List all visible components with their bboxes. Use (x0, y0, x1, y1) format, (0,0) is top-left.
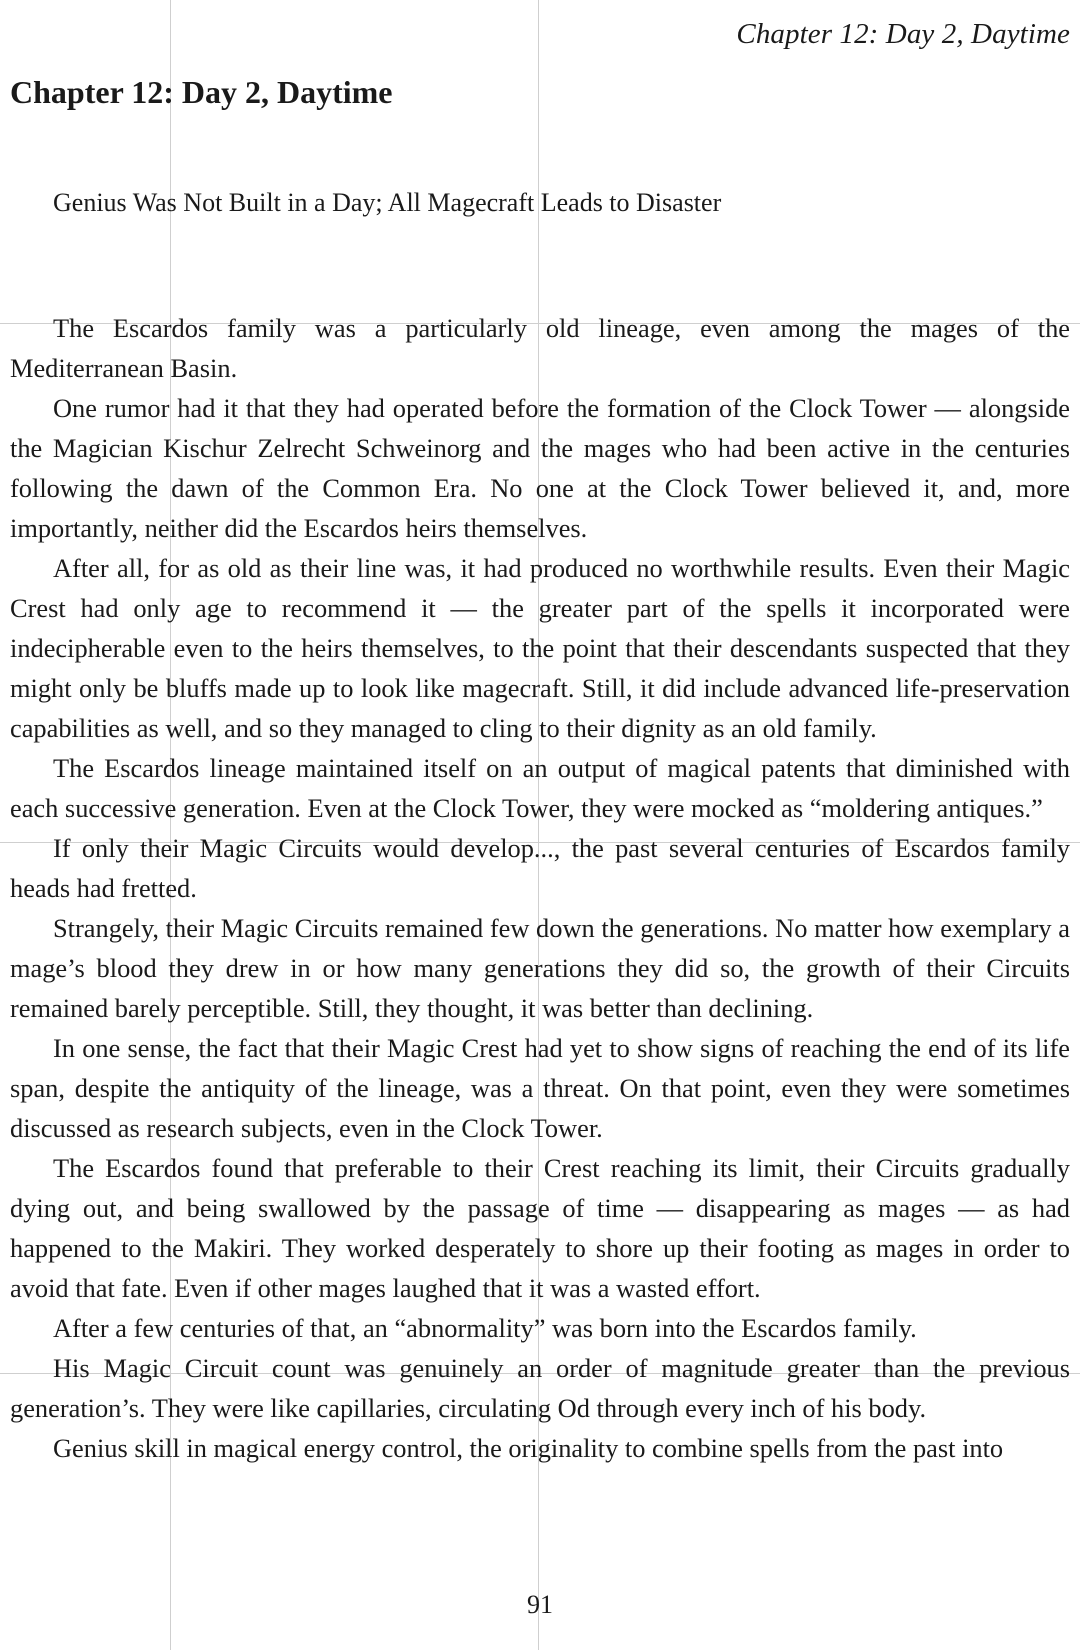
chapter-subtitle: Genius Was Not Built in a Day; All Magecraft Leads to Disaster (53, 188, 722, 217)
paragraph: After a few centuries of that, an “abnormality” was born into the Escardos family. (53, 1313, 917, 1343)
chapter-title: Chapter 12: Day 2, Daytime (10, 74, 393, 110)
paragraph: One rumor had it that they had operated before the formation of the Clock Tower — alongside the Magician Kischur Zelrecht Schweinorg and the mages who had been active in the centuries following the dawn of the Common Era. No one at the Clock Tower believed it, and, more importantly, neither did the Escardos heirs themselves. (10, 393, 1070, 543)
paragraph: The Escardos family was a particularly old lineage, even among the mages of the Mediterranean Basin. (10, 313, 1070, 383)
running-header: Chapter 12: Day 2, Daytime (736, 18, 1070, 50)
body-text (10, 308, 1070, 1468)
page-number: 91 (527, 1590, 553, 1619)
paragraph: In one sense, the fact that their Magic Crest had yet to show signs of reaching the end of its life span, despite the antiquity of the lineage, was a threat. On that point, even they were sometimes discussed as research subjects, even in the Clock Tower. (10, 1033, 1070, 1143)
paragraph: If only their Magic Circuits would develop..., the past several centuries of Escardos family heads had fretted. (10, 833, 1070, 903)
paragraph: Strangely, their Magic Circuits remained few down the generations. No matter how exemplary a mage’s blood they drew in or how many generations they did so, the growth of their Circuits remained barely perceptible. Still, they thought, it was better than declining. (10, 913, 1070, 1023)
paragraph: The Escardos found that preferable to their Crest reaching its limit, their Circuits gradually dying out, and being swallowed by the passage of time — disappearing as mages — as had happened to the Makiri. They worked desperately to shore up their footing as mages in order to avoid that fate. Even if other mages laughed that it was a wasted effort. (10, 1153, 1070, 1303)
paragraph: Genius skill in magical energy control, the originality to combine spells from the past into (53, 1433, 1004, 1463)
paragraph: After all, for as old as their line was, it had produced no worthwhile results. Even their Magic Crest had only age to recommend it — the greater part of the spells it incorporated were indecipherable even to the heirs themselves, to the point that their descendants suspected that they might only be bluffs made up to look like magecraft. Still, it did include advanced life-preservation capabilities as well, and so they managed to cling to their dignity as an old family. (10, 553, 1070, 743)
paragraph: The Escardos lineage maintained itself on an output of magical patents that diminished with each successive generation. Even at the Clock Tower, they were mocked as “moldering antiques.” (10, 753, 1070, 823)
paragraph: His Magic Circuit count was genuinely an order of magnitude greater than the previous generation’s. They were like capillaries, circulating Od through every inch of his body. (10, 1353, 1070, 1423)
